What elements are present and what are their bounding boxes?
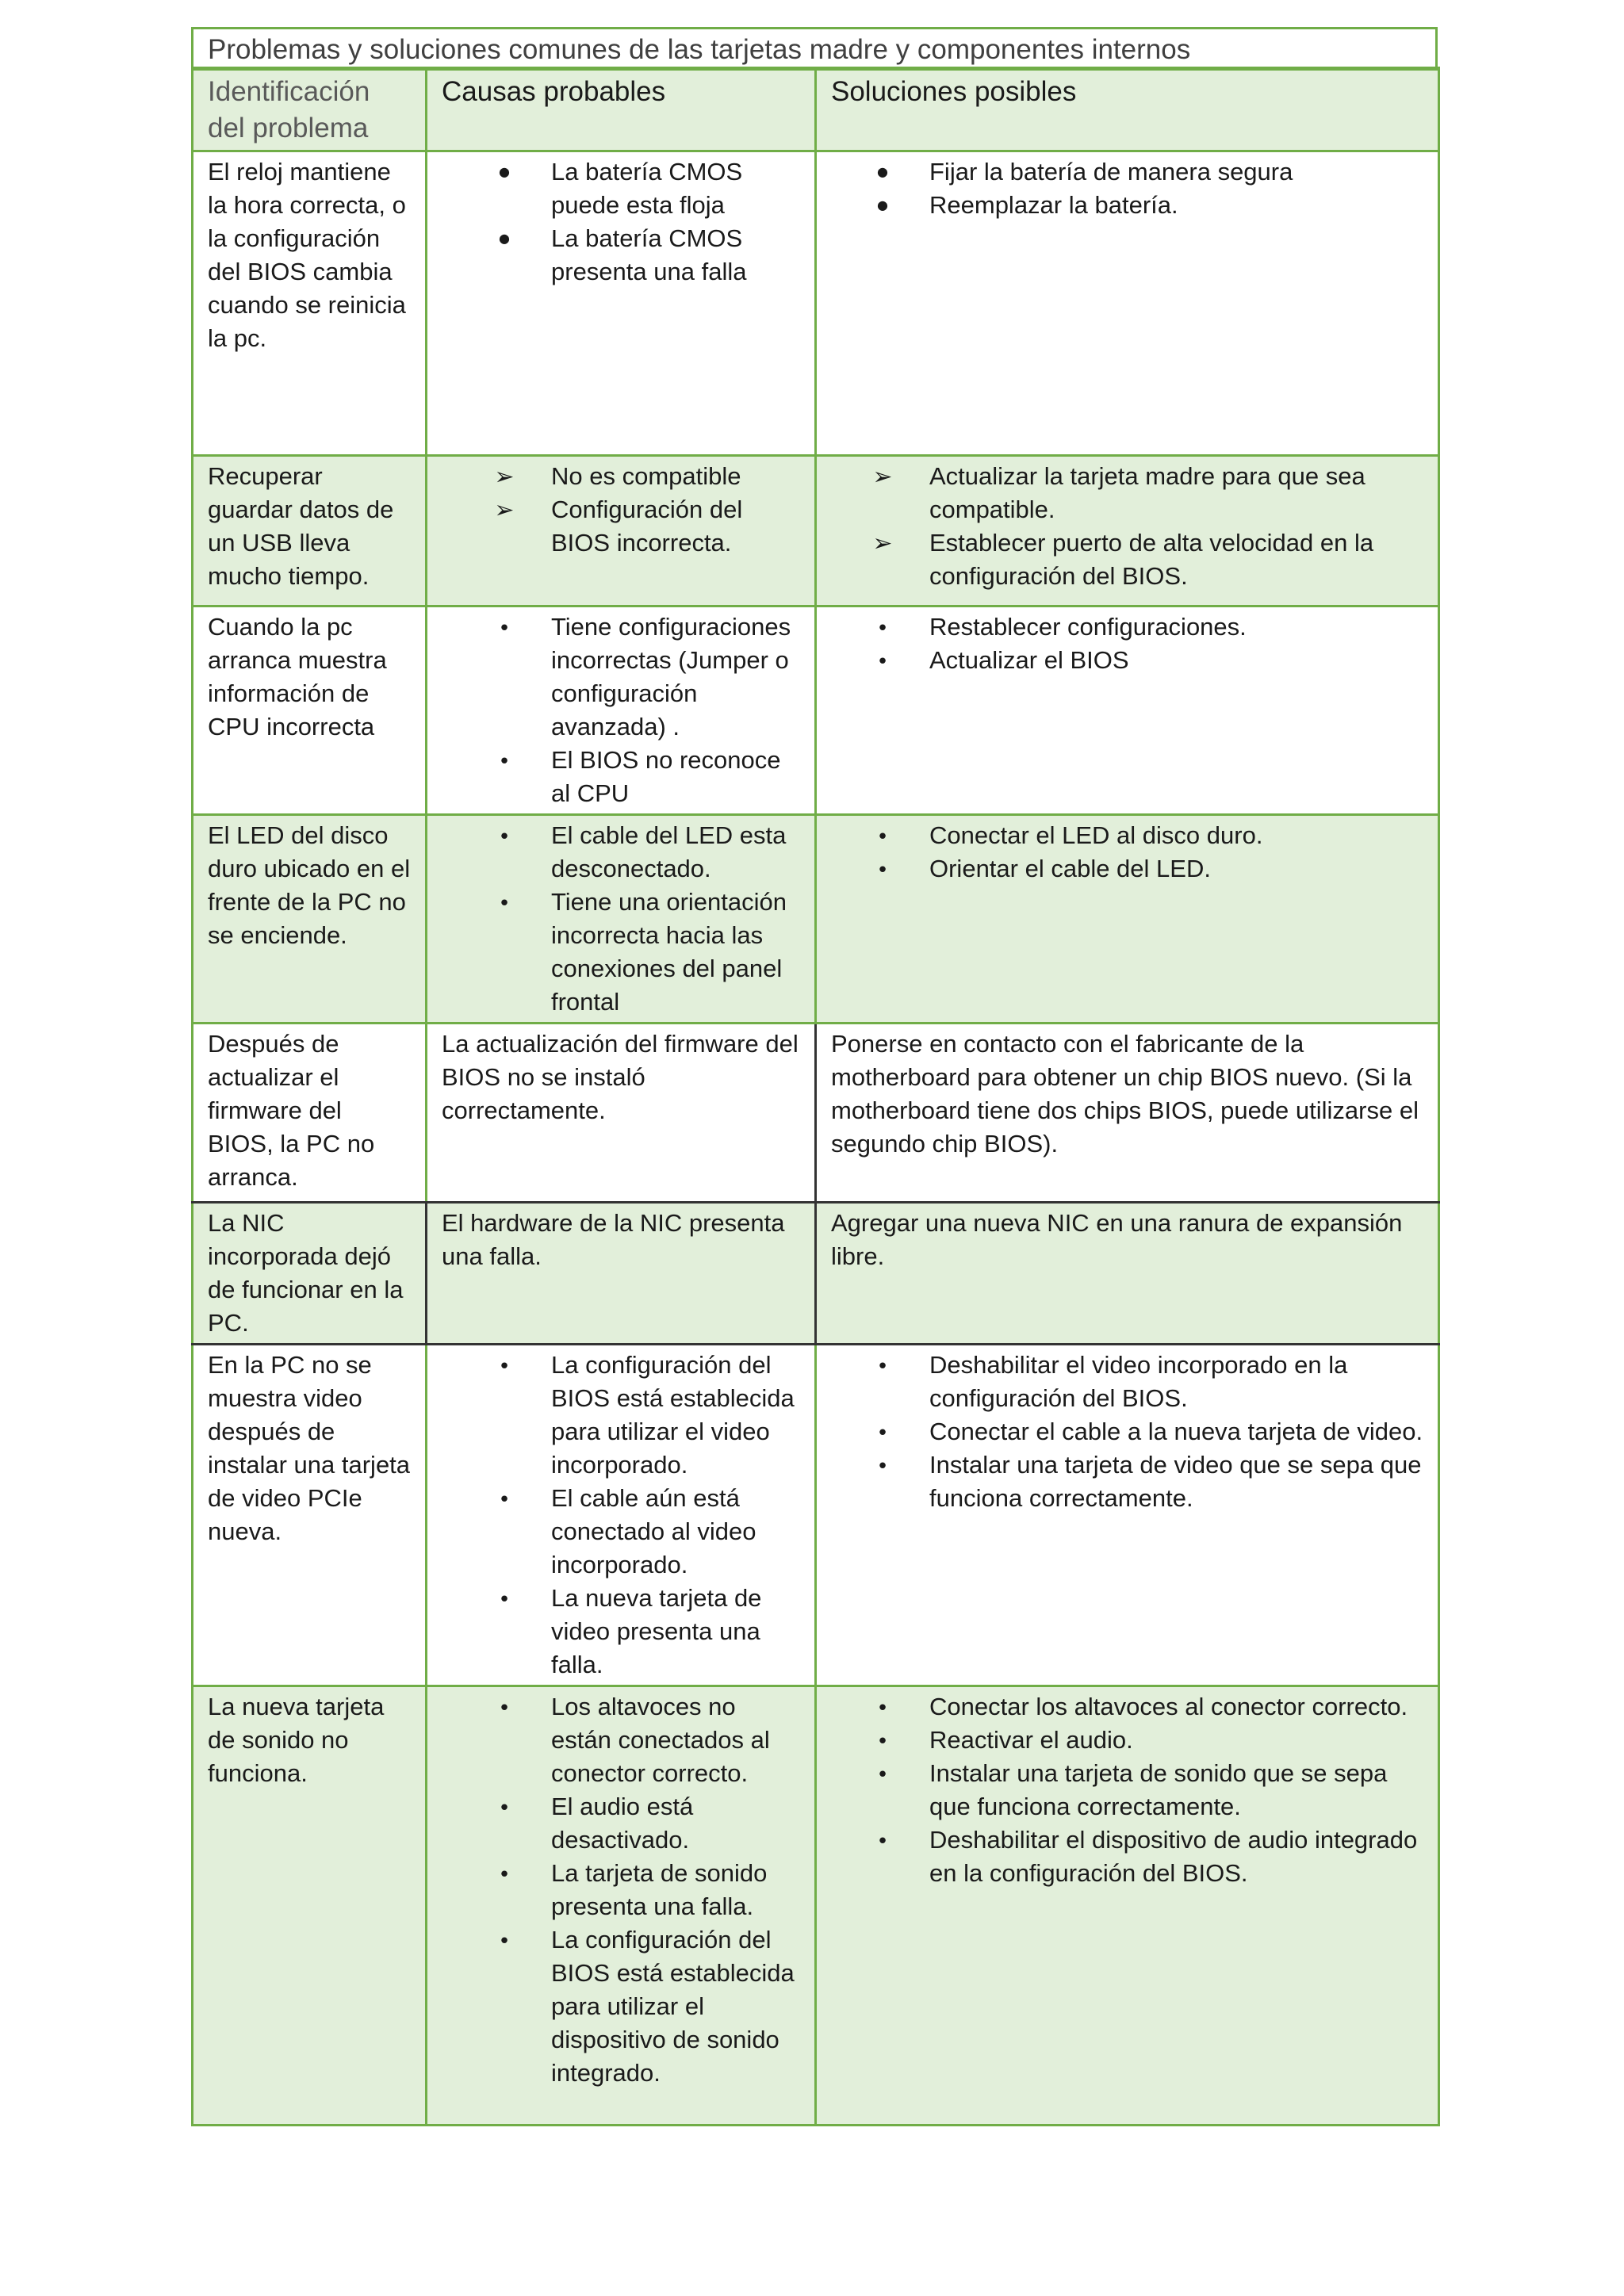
bullet-icon xyxy=(871,852,894,887)
problem-cell: El reloj mantiene la hora correcta, o la configuración del BIOS cambia cuando se reinicia la pc. xyxy=(193,151,427,456)
list-item: • La configuración del BIOS está establecida para utilizar el dispositivo de sonido integrado. xyxy=(442,1923,800,2090)
problem-cell: Cuando la pc arranca muestra información de CPU incorrecta xyxy=(193,607,427,815)
bullet-icon xyxy=(492,744,516,779)
solutions-cell xyxy=(816,1686,1439,2126)
bullet-icon xyxy=(871,1823,894,1858)
bullet-icon xyxy=(492,886,516,920)
problem-cell: Después de actualizar el firmware del BIOS, la PC no arranca. xyxy=(193,1024,427,1203)
bullet-icon xyxy=(871,1349,894,1383)
bullet-icon xyxy=(871,1448,894,1483)
list-item: • El cable aún está conectado al video incorporado. xyxy=(442,1482,800,1582)
solutions-cell xyxy=(816,815,1439,1024)
bullet-icon xyxy=(492,1582,516,1617)
causes-cell: La actualización del firmware del BIOS no se instaló correctamente. xyxy=(427,1024,816,1203)
list-item: • El audio está desactivado. xyxy=(442,1790,800,1857)
table-row xyxy=(193,1345,1439,1686)
causes-cell xyxy=(427,815,816,1024)
header-problem: Identificación del problema xyxy=(193,69,427,151)
list-item: • La configuración del BIOS está establecida para utilizar el video incorporado. xyxy=(442,1349,800,1482)
list-item: • Deshabilitar el video incorporado en la configuración del BIOS. xyxy=(831,1349,1423,1415)
solutions-cell: Ponerse en contacto con el fabricante de la motherboard para obtener un chip BIOS nuevo. (Si la motherboard tiene dos chips BIOS, puede utilizarse el segundo chip BIOS). xyxy=(816,1024,1439,1203)
causes-cell xyxy=(427,607,816,815)
list-item: • El BIOS no reconoce al CPU xyxy=(442,744,800,810)
bullet-icon xyxy=(492,155,516,189)
causes-cell xyxy=(427,151,816,456)
arrow-bullet-icon xyxy=(492,460,516,494)
list-item: • Los altavoces no están conectados al conector correcto. xyxy=(442,1690,800,1790)
solutions-cell xyxy=(816,607,1439,815)
problem-cell: Recuperar guardar datos de un USB lleva mucho tiempo. xyxy=(193,456,427,607)
list-item: ● La batería CMOS puede esta floja xyxy=(442,155,800,222)
troubleshooting-table xyxy=(191,67,1440,2126)
list-item: • Actualizar el BIOS xyxy=(831,644,1423,677)
list-item: • Orientar el cable del LED. xyxy=(831,852,1423,886)
bullet-icon xyxy=(492,222,516,255)
problem-cell: En la PC no se muestra video después de instalar una tarjeta de video PCIe nueva. xyxy=(193,1345,427,1686)
list-item: • Deshabilitar el dispositivo de audio integrado en la configuración del BIOS. xyxy=(831,1823,1423,1890)
list-item: ➢ Actualizar la tarjeta madre para que sea compatible. xyxy=(831,460,1423,526)
bullet-icon xyxy=(492,1857,516,1892)
bullet-icon xyxy=(871,1415,894,1450)
table-row xyxy=(193,1203,1439,1345)
bullet-icon xyxy=(871,1757,894,1792)
list-item: • Tiene configuraciones incorrectas (Jumper o configuración avanzada) . xyxy=(442,610,800,744)
list-item: • Conectar los altavoces al conector correcto. xyxy=(831,1690,1423,1724)
list-item: ➢ No es compatible xyxy=(442,460,800,493)
bullet-icon xyxy=(492,1790,516,1825)
causes-cell xyxy=(427,456,816,607)
problem-cell: La nueva tarjeta de sonido no funciona. xyxy=(193,1686,427,2126)
causes-cell xyxy=(427,1345,816,1686)
list-item: • Instalar una tarjeta de video que se sepa que funciona correctamente. xyxy=(831,1448,1423,1515)
list-item: ● Fijar la batería de manera segura xyxy=(831,155,1423,189)
list-item: • Restablecer configuraciones. xyxy=(831,610,1423,644)
solutions-cell xyxy=(816,1345,1439,1686)
list-item: ➢ Establecer puerto de alta velocidad en la configuración del BIOS. xyxy=(831,526,1423,593)
list-item: • La tarjeta de sonido presenta una falla. xyxy=(442,1857,800,1923)
table-row xyxy=(193,151,1439,456)
solutions-cell xyxy=(816,151,1439,456)
table-row xyxy=(193,607,1439,815)
bullet-icon xyxy=(871,1690,894,1725)
solutions-cell xyxy=(816,456,1439,607)
bullet-icon xyxy=(492,1482,516,1517)
causes-cell xyxy=(427,1686,816,2126)
bullet-icon xyxy=(492,819,516,854)
document-page xyxy=(191,27,1438,2126)
list-item: • La nueva tarjeta de video presenta una falla. xyxy=(442,1582,800,1682)
table-row xyxy=(193,815,1439,1024)
arrow-bullet-icon xyxy=(871,526,894,561)
table-header-row xyxy=(193,69,1439,151)
bullet-icon xyxy=(871,1724,894,1758)
list-item: ➢ Configuración del BIOS incorrecta. xyxy=(442,493,800,560)
bullet-icon xyxy=(492,1349,516,1383)
header-solutions: Soluciones posibles xyxy=(816,69,1439,151)
arrow-bullet-icon xyxy=(871,460,894,494)
table-title: Problemas y soluciones comunes de las tarjetas madre y componentes internos xyxy=(191,27,1438,67)
list-item: • Reactivar el audio. xyxy=(831,1724,1423,1757)
bullet-icon xyxy=(871,819,894,854)
list-item: • El cable del LED esta desconectado. xyxy=(442,819,800,886)
list-item: • Conectar el LED al disco duro. xyxy=(831,819,1423,852)
bullet-icon xyxy=(871,155,894,189)
solutions-cell: Agregar una nueva NIC en una ranura de expansión libre. xyxy=(816,1203,1439,1345)
bullet-icon xyxy=(871,644,894,679)
table-row xyxy=(193,1686,1439,2126)
bullet-icon xyxy=(492,1923,516,1958)
list-item: ● Reemplazar la batería. xyxy=(831,189,1423,222)
list-item: • Conectar el cable a la nueva tarjeta de video. xyxy=(831,1415,1423,1448)
list-item: • Instalar una tarjeta de sonido que se sepa que funciona correctamente. xyxy=(831,1757,1423,1823)
header-causes: Causas probables xyxy=(427,69,816,151)
table-row xyxy=(193,1024,1439,1203)
list-item: • Tiene una orientación incorrecta hacia las conexiones del panel frontal xyxy=(442,886,800,1019)
problem-cell: El LED del disco duro ubicado en el frente de la PC no se enciende. xyxy=(193,815,427,1024)
list-item: ● La batería CMOS presenta una falla xyxy=(442,222,800,289)
bullet-icon xyxy=(492,1690,516,1725)
bullet-icon xyxy=(871,610,894,645)
table-row xyxy=(193,456,1439,607)
bullet-icon xyxy=(492,610,516,645)
bullet-icon xyxy=(871,189,894,222)
problem-cell: La NIC incorporada dejó de funcionar en la PC. xyxy=(193,1203,427,1345)
arrow-bullet-icon xyxy=(492,493,516,527)
causes-cell: El hardware de la NIC presenta una falla. xyxy=(427,1203,816,1345)
